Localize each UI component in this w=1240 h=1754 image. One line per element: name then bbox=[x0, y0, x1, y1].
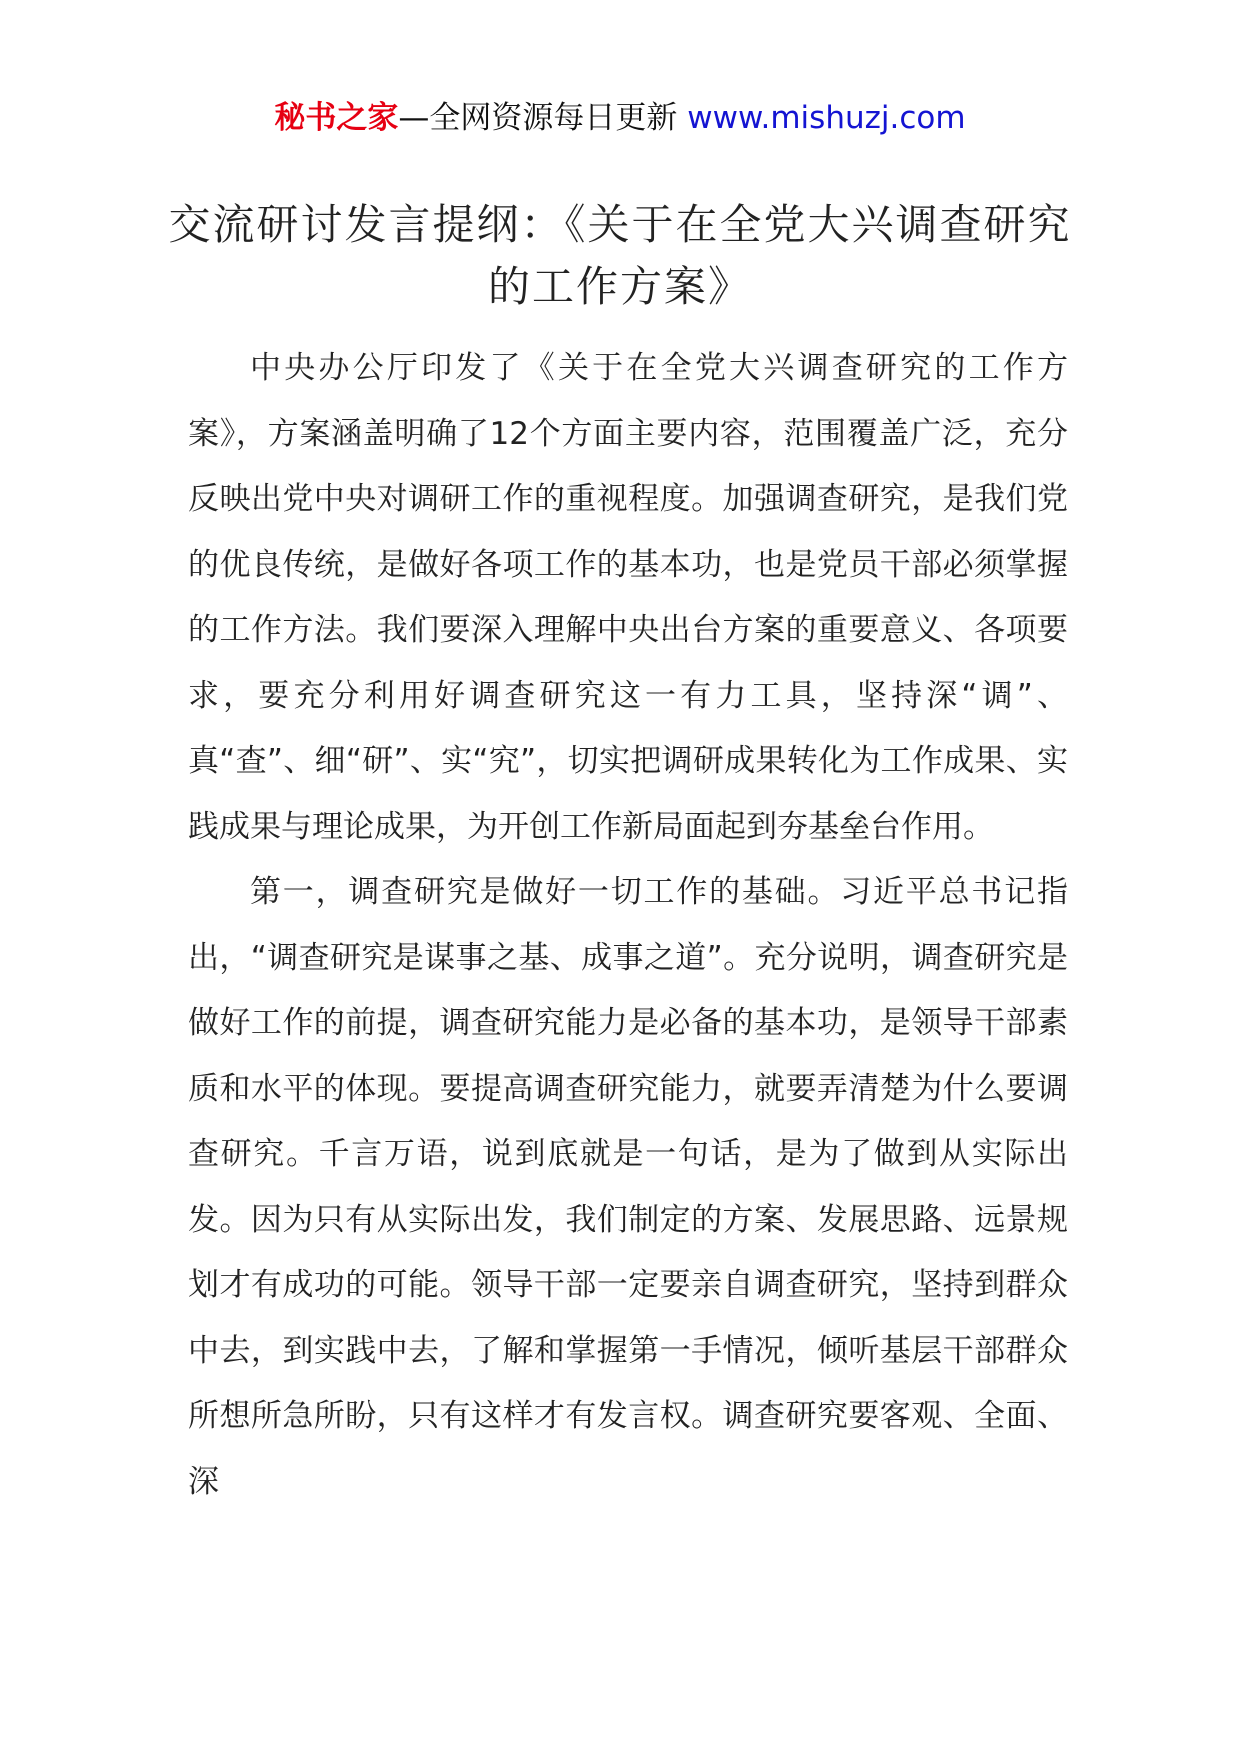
site-banner bbox=[0, 98, 1240, 138]
brand-name: 秘书之家 bbox=[274, 100, 399, 136]
document-title: 交流研讨发言提纲：《关于在全党大兴调查研究的工作方案》 bbox=[168, 200, 1072, 311]
site-url[interactable]: www.mishuzj.com bbox=[687, 100, 966, 136]
paragraph: 第一，调查研究是做好一切工作的基础。习近平总书记指出，“调查研究是谋事之基、成事之道”。充分说明，调查研究是做好工作的前提，调查研究能力是必备的基本功，是领导干部素质和水平的体现。要提高调查研究能力，就要弄清楚为什么要调查研究。千言万语，说到底就是一句话，是为了做到从实际出发。因为只有从实际出发，我们制定的方案、发展思路、远景规划才有成功的可能。领导干部一定要亲自调查研究，坚持到群众中去，到实践中去，了解和掌握第一手情况，倾听基层干部群众所想所急所盼，只有这样才有发言权。调查研究要客观、全面、深 bbox=[188, 874, 1068, 1500]
banner-tagline: —全网资源每日更新 bbox=[398, 100, 688, 136]
paragraph: 中央办公厅印发了《关于在全党大兴调查研究的工作方案》，方案涵盖明确了12个方面主要内容，范围覆盖广泛，充分反映出党中央对调研工作的重视程度。加强调查研究，是我们党的优良传统，是做好各项工作的基本功，也是党员干部必须掌握的工作方法。我们要深入理解中央出台方案的重要意义、各项要求，要充分利用好调查研究这一有力工具，坚持深“调”、真“查”、细“研”、实“究”，切实把调研成果转化为工作成果、实践成果与理论成果，为开创工作新局面起到夯基垒台作用。 bbox=[188, 350, 1068, 845]
document-body bbox=[188, 336, 1068, 1515]
